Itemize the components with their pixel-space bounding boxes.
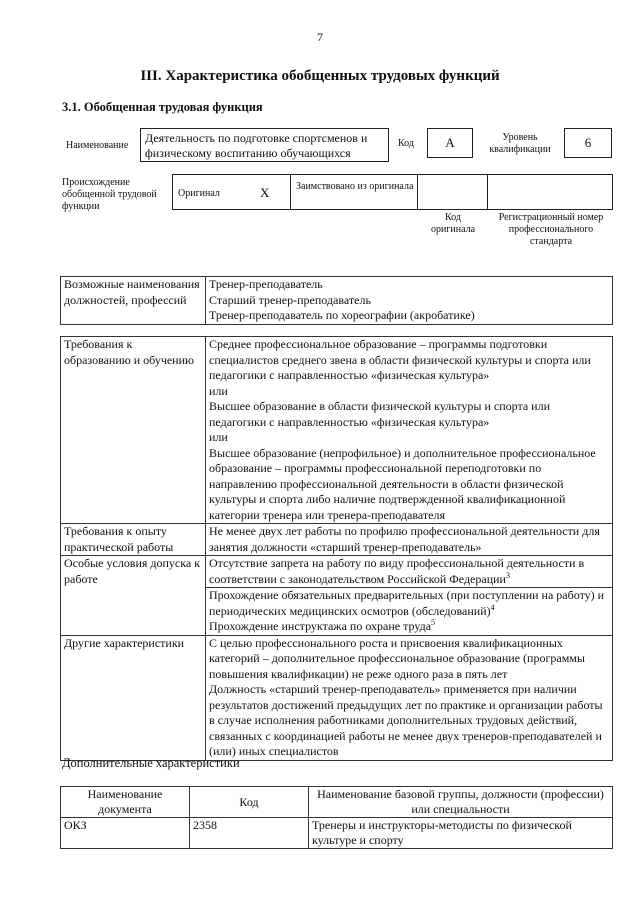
positions-list — [206, 277, 613, 325]
table-row — [61, 818, 613, 849]
gtf-level-box — [564, 128, 612, 158]
positions-label: Возможные наименования должностей, профессий — [61, 277, 206, 325]
code-original-caption: Код оригинала — [430, 212, 476, 235]
footnote-3: 3 — [505, 570, 510, 580]
admission-label: Особые условия допуска к работе — [61, 556, 206, 636]
borrowed-label: Заимствовано из оригинала — [296, 181, 414, 192]
origin-divider-1 — [290, 174, 291, 210]
origin-label: Происхождение обобщенной трудовой функции — [62, 177, 157, 212]
admission-3 — [209, 619, 609, 635]
experience-text: Не менее двух лет работы по профилю профессиональной деятельности для занятия должности «старший тренер-преподаватель» — [206, 524, 613, 556]
other-text: С целью профессионального роста и присвоения квалификационных категорий – дополнительное профессиональное образование (программы повышения квалификации) не реже одного раза в пять лет Должность «старший тренер-преподаватель» применяется при наличии результатов достижений предыдущих лет по практике и организации работы в случае исполнения работниками дополнительных трудовых действий, связанных с координацией работы не менее двух тренеров-преподавателей и (или) иных специалистов — [206, 635, 613, 760]
education-text: Среднее профессиональное образование – программы подготовки специалистов среднего звена в области физической культуры и спорта или педагогики с направленностью «физическая культура» или Высшее образование в области физической культуры и спорта или педагогики с направленностью «физическая культура» или Высшее образование (непрофильное) и дополнительное профессиональное образование – программы профессиональной переподготовки по направлению профессиональной деятельности в области физической культуры и спорта либо наличие подтвержденной квалификационной категории тренера или тренера-преподавателя — [206, 337, 613, 524]
row-code: 2358 — [190, 818, 309, 849]
position-item: Старший тренер-преподаватель — [209, 292, 371, 307]
footnote-4: 4 — [490, 602, 495, 612]
row-document: ОКЗ — [61, 818, 190, 849]
admission-2-text: Прохождение обязательных предварительных (при поступлении на работу) и периодических медицинских осмотров (обследований) — [209, 588, 605, 618]
gtf-code-value: А — [445, 135, 455, 150]
header-group: Наименование базовой группы, должности (профессии) или специальности — [309, 787, 613, 818]
additional-title: Дополнительные характеристики — [62, 756, 240, 770]
admission-2-3 — [206, 588, 613, 636]
header-document: Наименование документа — [61, 787, 190, 818]
gtf-level-value: 6 — [584, 135, 592, 150]
admission-2 — [209, 588, 609, 619]
admission-3-text: Прохождение инструктажа по охране труда — [209, 619, 432, 633]
admission-1-text: Отсутствие запрета на работу по виду профессиональной деятельности в соответствии с законодательством Российской Федерации — [209, 556, 585, 586]
origin-divider-3 — [487, 174, 488, 210]
page-number: 7 — [317, 30, 323, 44]
row-group: Тренеры и инструкторы-методисты по физической культуре и спорту — [309, 818, 613, 849]
position-item: Тренер-преподаватель — [209, 277, 323, 291]
gtf-name-box — [140, 128, 389, 162]
header-code: Код — [190, 787, 309, 818]
other-label: Другие характеристики — [61, 635, 206, 760]
gtf-code-box — [427, 128, 473, 158]
position-item: Тренер-преподаватель по хореографии (акробатике) — [209, 308, 475, 322]
code-label: Код — [398, 138, 414, 149]
original-mark: X — [260, 185, 270, 200]
name-label: Наименование — [66, 140, 129, 151]
gtf-name-value: Деятельность по подготовке спортсменов и физическому воспитанию обучающихся — [145, 131, 368, 160]
requirements-table — [60, 336, 613, 761]
admission-1 — [206, 556, 613, 588]
subsection-title: 3.1. Обобщенная трудовая функция — [62, 100, 263, 114]
original-label: Оригинал — [178, 188, 220, 199]
positions-table — [60, 276, 613, 325]
origin-divider-2 — [417, 174, 418, 210]
footnote-5: 5 — [431, 618, 436, 627]
experience-label: Требования к опыту практической работы — [61, 524, 206, 556]
level-label: Уровень квалификации — [489, 132, 551, 155]
additional-table — [60, 786, 613, 849]
education-label: Требования к образованию и обучению — [61, 337, 206, 524]
section-title: III. Характеристика обобщенных трудовых функций — [140, 68, 500, 84]
reg-number-caption: Регистрационный номер профессионального стандарта — [498, 212, 604, 247]
